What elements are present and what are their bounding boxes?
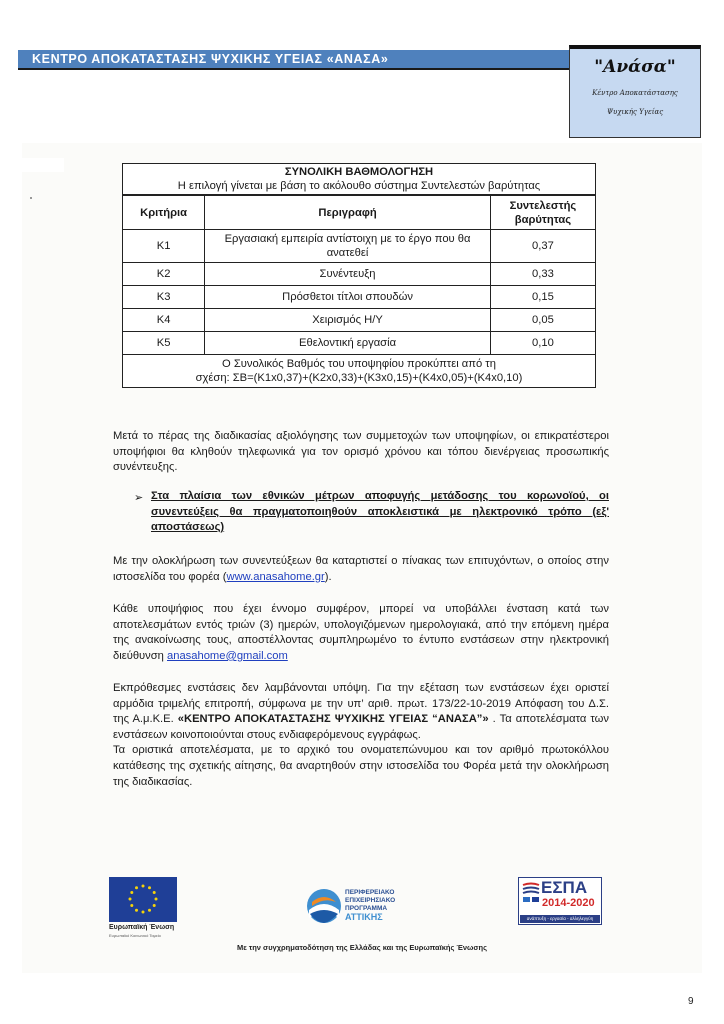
funding-statement: Με την συγχρηματοδότηση της Ελλάδας και της Ευρωπαϊκής Ένωσης (236, 943, 487, 952)
pep-attica-text (345, 889, 395, 921)
cell-weight: 0,10 (490, 332, 595, 355)
p5-text: Τα οριστικά αποτελέσματα, με το αρχικό του ονοματεπώνυμου και τον αριθμό πρωτοκόλλου κατάθεσης της σχετικής αίτησης, θα αναρτηθούν στην ιστοσελίδα του Φορέα μετά την ολοκλήρωση της διαδικασίας. (113, 744, 609, 788)
paragraph-objections (113, 602, 609, 664)
espa-strip: ανάπτυξη - εργασία - αλληλεγγύη (520, 915, 600, 923)
email-link[interactable]: anasahome@gmail.com (167, 649, 288, 662)
arrow-bullet-icon: ➢ (134, 492, 144, 504)
cell-description: Εργασιακή εμπειρία αντίστοιχη με το έργο που θα ανατεθεί (205, 230, 491, 263)
white-patch (22, 158, 64, 172)
cell-criterion: Κ4 (123, 309, 205, 332)
table-row (123, 332, 596, 355)
formula-line-1: Ο Συνολικός Βαθμός του υποψηφίου προκύπτει από τη (222, 358, 496, 370)
table-row (123, 309, 596, 332)
eu-label: Ευρωπαϊκή Ένωση (109, 924, 175, 931)
table-row (123, 230, 596, 263)
eu-flag-icon (109, 877, 177, 922)
table-row (123, 263, 596, 286)
table-footer-row (123, 355, 596, 388)
espa-logo (518, 877, 602, 925)
cell-weight: 0,33 (490, 263, 595, 286)
cell-description: Χειρισμός Η/Υ (205, 309, 491, 332)
logo-line-2: Ψυχικής Υγείας (606, 108, 664, 116)
p2-text: Με την ολοκλήρωση των συνεντεύξεων θα καταρτιστεί ο πίνακας των επιτυχόντων, ο οποίος στην ιστοσελίδα του φορέα ( (113, 555, 609, 583)
cell-criterion: Κ2 (123, 263, 205, 286)
paragraph-results-table (113, 554, 609, 585)
p4-text: Εκπρόθεσμες ενστάσεις δεν λαμβάνονται υπόψη. Για την εξέταση των ενστάσεων έχει οριστεί αρμόδια τριμελής επιτροπή, σύμφωνα με την υπ’ αριθ. πρωτ. 173/22-10-2019 Απόφαση του Δ.Σ. της Α.μ.Κ.Ε. (113, 682, 609, 726)
cell-criterion: Κ3 (123, 286, 205, 309)
cell-description: Συνέντευξη (205, 263, 491, 286)
cell-weight: 0,05 (490, 309, 595, 332)
pep-line-4: ΑΤΤΙΚΗΣ (345, 912, 383, 922)
stray-dot (30, 197, 32, 199)
formula-line-2: σχέση: ΣΒ=(Κ1x0,37)+(Κ2x0,33)+(Κ3x0,15)+(Κ4x0,05)+(Κ4x0,10) (195, 372, 523, 384)
cell-weight: 0,37 (490, 230, 595, 263)
table-caption-row (123, 164, 596, 196)
p2-text-end: ). (324, 570, 332, 583)
table-caption-title: ΣΥΝΟΛΙΚΗ ΒΑΘΜΟΛΟΓΗΣΗ (284, 166, 434, 178)
logo-name: "Ανάσα" (594, 57, 676, 77)
table-header-row (123, 195, 596, 230)
table-row (123, 286, 596, 309)
anasa-logo (569, 45, 701, 138)
table-formula (123, 355, 596, 388)
espa-waves-icon (522, 882, 540, 904)
eu-sub-label: Ευρωπαϊκό Κοινωνικό Ταμείο (109, 933, 161, 938)
col-header-criteria: Κριτήρια (123, 195, 205, 230)
cell-criterion: Κ1 (123, 230, 205, 263)
cell-criterion: Κ5 (123, 332, 205, 355)
espa-name: ΕΣΠΑ (541, 878, 588, 897)
table-caption (123, 164, 596, 196)
pep-line-1: ΠΕΡΙΦΕΡΕΙΑΚΟ (345, 889, 395, 896)
p3-text: Κάθε υποψήφιος που έχει έννομο συμφέρον, μπορεί να υποβάλλει ένσταση κατά των αποτελεσμάτων εντός τριών (3) ημερών, υπολογιζόμενων ημερολογιακά, από την επόμενη ημέρα της ανακοίνωσης τους, αποστέλλοντας συμπληρωμένο το έντυπο ενστάσεων στην ηλεκτρονική διεύθυνση (113, 603, 609, 662)
organization-name: «ΚΕΝΤΡΟ ΑΠΟΚΑΤΑΣΤΑΣΗΣ ΨΥΧΙΚΗΣ ΥΓΕΙΑΣ “ΑΝΑΣΑ”» (177, 713, 489, 726)
website-link[interactable]: www.anasahome.gr (226, 570, 325, 583)
page-number: 9 (688, 996, 694, 1007)
cell-description: Πρόσθετοι τίτλοι σπουδών (205, 286, 491, 309)
espa-years: 2014-2020 (542, 897, 595, 909)
paragraph-late-objections (113, 681, 609, 790)
covid-remote-interview-notice: Στα πλαίσια των εθνικών μέτρων αποφυγής μετάδοσης του κορωνοϊού, οι συνεντεύξεις θα πραγματοποιηθούν αποκλειστικά με ηλεκτρονικό τρόπο (εξ' αποστάσεως) (151, 490, 609, 534)
pep-line-3: ΠΡΟΓΡΑΜΜΑ (345, 905, 388, 912)
logo-line-1: Κέντρο Αποκατάστασης (592, 89, 678, 97)
col-header-weight: Συντελεστής βαρύτητας (490, 195, 595, 230)
pep-attica-logo-icon (306, 888, 342, 924)
p4-text-end: . Τα αποτελέσματα των ενστάσεων κοινοποιούνται στους ενδιαφερόμενους εγγράφως. (113, 713, 609, 741)
col-header-description: Περιγραφή (205, 195, 491, 230)
table-caption-subtitle: Η επιλογή γίνεται με βάση το ακόλουθο σύστημα Συντελεστών βαρύτητας (177, 180, 541, 192)
scoring-table (122, 163, 596, 388)
cell-weight: 0,15 (490, 286, 595, 309)
paragraph-interview-call: Μετά το πέρας της διαδικασίας αξιολόγησης των συμμετοχών των υποψηφίων, οι επικρατέστεροι υποψήφιοι θα κληθούν τηλεφωνικά για τον ορισμό χρόνου και τόπου διενέργειας προσωπικής συνέντευξης. (113, 430, 609, 474)
cell-description: Εθελοντική εργασία (205, 332, 491, 355)
header-bar-extension (410, 50, 570, 70)
pep-line-2: ΕΠΙΧΕΙΡΗΣΙΑΚΟ (345, 897, 396, 904)
header-title: ΚΕΝΤΡΟ ΑΠΟΚΑΤΑΣΤΑΣΗΣ ΨΥΧΙΚΗΣ ΥΓΕΙΑΣ «ΑΝΑΣΑ» (32, 52, 389, 66)
